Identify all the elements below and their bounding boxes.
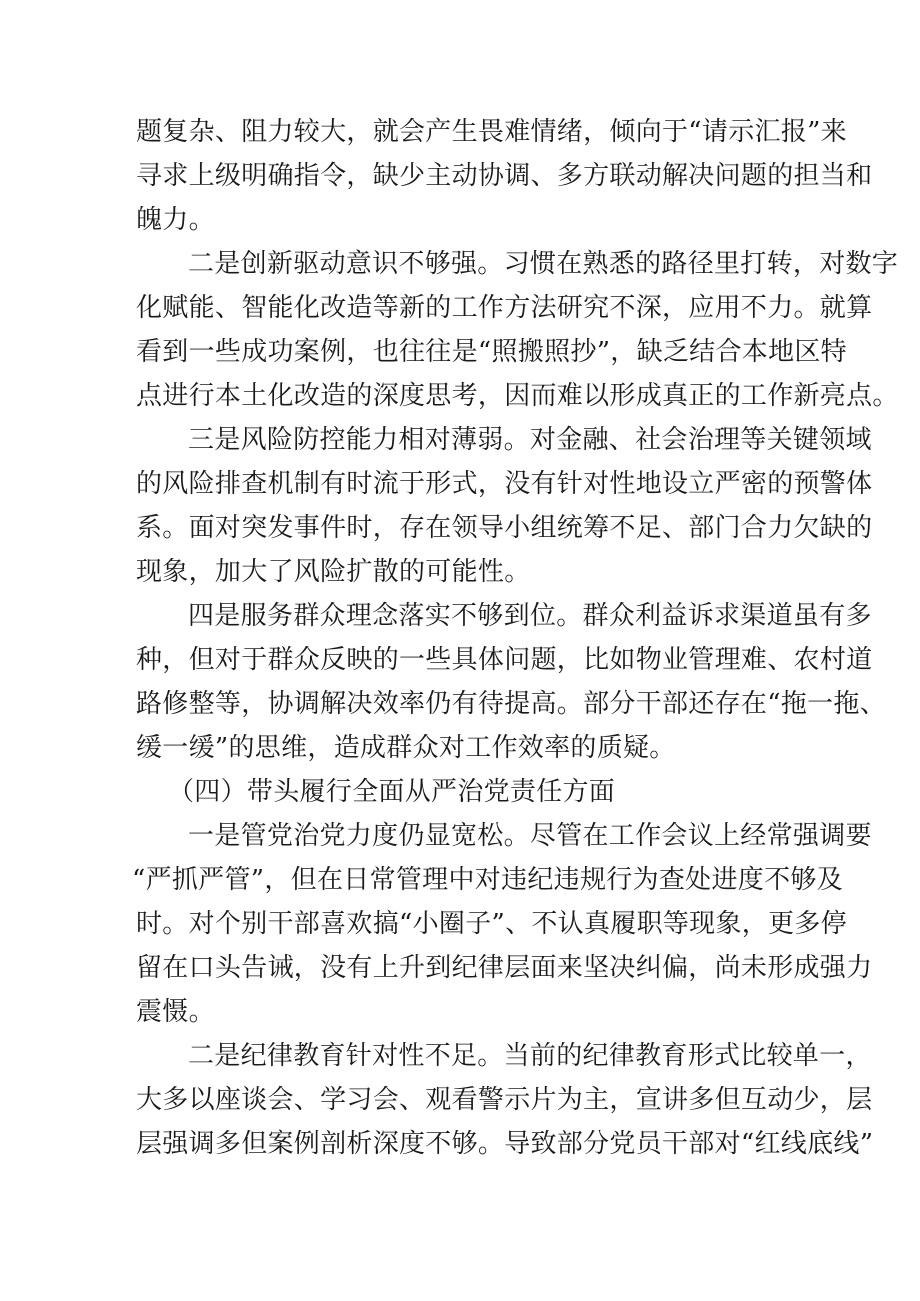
section-heading: （四）带头履行全面从严治党责任方面 [168, 777, 616, 807]
text-line: 二是创新驱动意识不够强。习惯在熟悉的路径里打转，对数字 [188, 249, 899, 279]
text-line: 的风险排查机制有时流于形式，没有针对性地设立严密的预警体 [136, 469, 873, 499]
text-line: 三是风险防控能力相对薄弱。对金融、社会治理等关键领域 [188, 425, 872, 455]
text-line: 种，但对于群众反映的一些具体问题，比如物业管理难、农村道 [136, 645, 873, 675]
text-line: “严抓严管”，但在日常管理中对违纪违规行为查处进度不够及 [132, 865, 843, 895]
text-line: 寻求上级明确指令，缺少主动协调、多方联动解决问题的担当和 [136, 161, 873, 191]
text-line: 缓一缓”的思维，造成群众对工作效率的质疑。 [136, 733, 676, 763]
text-line: 层强调多但案例剖析深度不够。导致部分党员干部对“红线底线” [136, 1129, 874, 1159]
text-line: 题复杂、阻力较大，就会产生畏难情绪，倾向于“请示汇报”来 [136, 117, 847, 147]
text-line: 一是管党治党力度仍显宽松。尽管在工作会议上经常强调要 [188, 821, 872, 851]
text-line: 看到一些成功案例，也往往是“照搬照抄”，缺乏结合本地区特 [136, 337, 847, 367]
text-line: 大多以座谈会、学习会、观看警示片为主，宣讲多但互动少，层 [136, 1085, 873, 1115]
text-line: 现象，加大了风险扩散的可能性。 [136, 557, 531, 587]
text-line: 二是纪律教育针对性不足。当前的纪律教育形式比较单一， [188, 1041, 872, 1071]
text-line: 时。对个别干部喜欢搞“小圈子”、不认真履职等现象，更多停 [136, 909, 847, 939]
text-line: 留在口头告诫，没有上升到纪律层面来坚决纠偏，尚未形成强力 [136, 953, 873, 983]
text-line: 魄力。 [136, 205, 215, 235]
text-line: 路修整等，协调解决效率仍有待提高。部分干部还存在“拖一拖、 [136, 689, 886, 719]
text-line: 点进行本土化改造的深度思考，因而难以形成真正的工作新亮点。 [136, 381, 899, 411]
text-line: 系。面对突发事件时，存在领导小组统筹不足、部门合力欠缺的 [136, 513, 873, 543]
text-line: 四是服务群众理念落实不够到位。群众利益诉求渠道虽有多 [188, 601, 872, 631]
text-line: 震慑。 [136, 997, 215, 1027]
text-line: 化赋能、智能化改造等新的工作方法研究不深，应用不力。就算 [136, 293, 873, 323]
